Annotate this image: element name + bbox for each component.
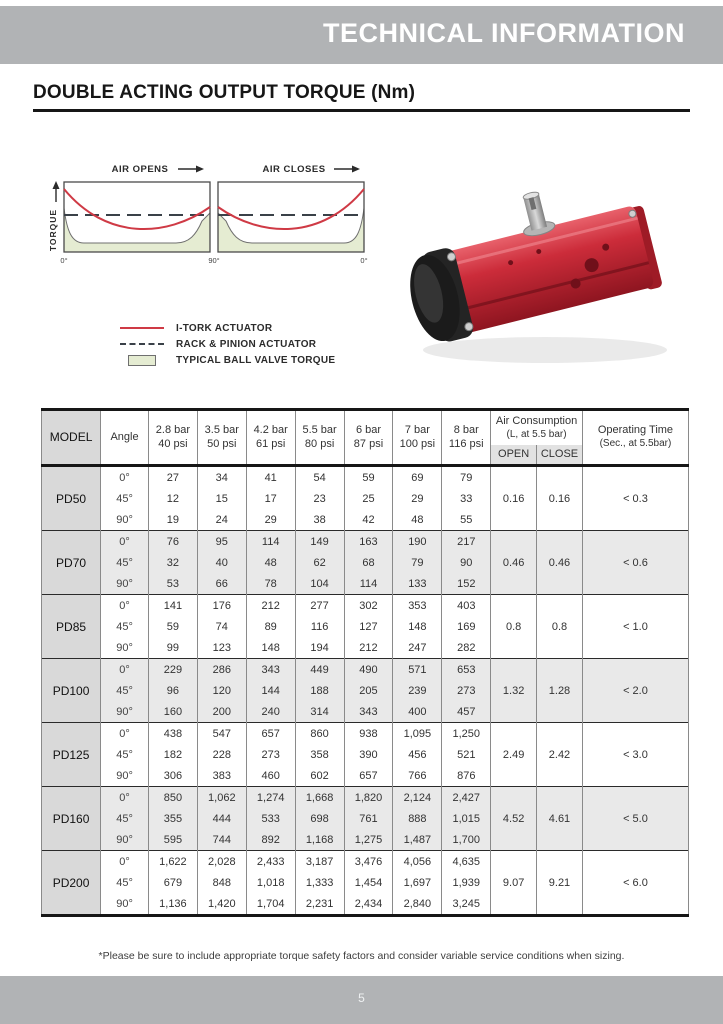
torque-value-cell: 355 <box>148 808 197 829</box>
torque-value-cell: 2,433 <box>246 851 295 873</box>
col-header-pressure-3: 5.5 bar 80 psi <box>295 410 344 466</box>
torque-value-cell: 148 <box>393 616 442 637</box>
torque-value-cell: 1,018 <box>246 872 295 893</box>
col-header-pressure-5: 7 bar 100 psi <box>393 410 442 466</box>
torque-value-cell: 1,668 <box>295 787 344 809</box>
torque-value-cell: 860 <box>295 723 344 745</box>
table-row-pd200-0 <box>42 851 689 873</box>
panel-title-air-opens: AIR OPENS <box>111 164 169 175</box>
x-tick-0: 0° <box>60 256 68 265</box>
angle-cell: 90° <box>101 509 149 531</box>
angle-cell: 45° <box>101 680 149 701</box>
angle-cell: 90° <box>101 573 149 595</box>
torque-value-cell: 888 <box>393 808 442 829</box>
torque-value-cell: 850 <box>148 787 197 809</box>
page-title: TECHNICAL INFORMATION <box>323 18 685 48</box>
rack-pinion-dash-swatch-icon <box>120 343 164 345</box>
angle-cell: 0° <box>101 723 149 745</box>
angle-cell: 45° <box>101 872 149 893</box>
torque-value-cell: 273 <box>442 680 491 701</box>
air-open-cell: 2.49 <box>491 723 537 787</box>
torque-value-cell: 1,697 <box>393 872 442 893</box>
torque-value-cell: 876 <box>442 765 491 787</box>
torque-value-cell: 74 <box>197 616 246 637</box>
torque-value-cell: 188 <box>295 680 344 701</box>
panel-air-closes <box>218 182 364 252</box>
torque-value-cell: 182 <box>148 744 197 765</box>
table-row-pd160-0 <box>42 787 689 809</box>
col-header-pressure-4: 6 bar 87 psi <box>344 410 393 466</box>
torque-value-cell: 205 <box>344 680 393 701</box>
torque-value-cell: 282 <box>442 637 491 659</box>
torque-value-cell: 2,124 <box>393 787 442 809</box>
col-header-pressure-6: 8 bar 116 psi <box>442 410 491 466</box>
angle-cell: 90° <box>101 765 149 787</box>
model-cell-pd50: PD50 <box>42 466 101 531</box>
legend-item: TYPICAL BALL VALVE TORQUE <box>120 354 335 366</box>
torque-value-cell: 1,333 <box>295 872 344 893</box>
col-header-angle: Angle <box>101 410 149 466</box>
table-row-pd100-0 <box>42 659 689 681</box>
torque-value-cell: 1,820 <box>344 787 393 809</box>
arrow-icon <box>178 166 204 173</box>
torque-value-cell: 744 <box>197 829 246 851</box>
torque-value-cell: 29 <box>393 488 442 509</box>
torque-value-cell: 1,168 <box>295 829 344 851</box>
footer-band <box>0 976 723 1024</box>
col-header-close: CLOSE <box>537 445 583 466</box>
torque-value-cell: 247 <box>393 637 442 659</box>
torque-value-cell: 78 <box>246 573 295 595</box>
torque-value-cell: 59 <box>344 466 393 489</box>
torque-value-cell: 456 <box>393 744 442 765</box>
torque-value-cell: 123 <box>197 637 246 659</box>
torque-value-cell: 163 <box>344 531 393 553</box>
torque-value-cell: 314 <box>295 701 344 723</box>
angle-cell: 0° <box>101 787 149 809</box>
torque-value-cell: 2,231 <box>295 893 344 916</box>
angle-cell: 0° <box>101 851 149 873</box>
torque-value-cell: 54 <box>295 466 344 489</box>
torque-value-cell: 4,635 <box>442 851 491 873</box>
operating-time-cell: < 3.0 <box>582 723 688 787</box>
torque-value-cell: 25 <box>344 488 393 509</box>
torque-value-cell: 4,056 <box>393 851 442 873</box>
torque-value-cell: 3,187 <box>295 851 344 873</box>
page-number: 5 <box>358 991 365 1005</box>
col-header-open: OPEN <box>491 445 537 466</box>
torque-value-cell: 1,487 <box>393 829 442 851</box>
torque-table <box>41 408 689 917</box>
angle-cell: 0° <box>101 659 149 681</box>
air-close-cell: 9.21 <box>537 851 583 916</box>
torque-value-cell: 127 <box>344 616 393 637</box>
table-row-pd125-0 <box>42 723 689 745</box>
legend-item: RACK & PINION ACTUATOR <box>120 338 335 350</box>
torque-value-cell: 194 <box>295 637 344 659</box>
air-close-cell: 0.8 <box>537 595 583 659</box>
torque-value-cell: 190 <box>393 531 442 553</box>
torque-value-cell: 2,028 <box>197 851 246 873</box>
torque-value-cell: 148 <box>246 637 295 659</box>
torque-value-cell: 302 <box>344 595 393 617</box>
angle-cell: 45° <box>101 552 149 573</box>
torque-value-cell: 79 <box>442 466 491 489</box>
torque-value-cell: 55 <box>442 509 491 531</box>
air-open-cell: 0.16 <box>491 466 537 531</box>
table-row-pd85-0 <box>42 595 689 617</box>
torque-value-cell: 1,454 <box>344 872 393 893</box>
torque-value-cell: 403 <box>442 595 491 617</box>
torque-value-cell: 176 <box>197 595 246 617</box>
torque-value-cell: 133 <box>393 573 442 595</box>
torque-value-cell: 40 <box>197 552 246 573</box>
torque-value-cell: 3,476 <box>344 851 393 873</box>
torque-value-cell: 144 <box>246 680 295 701</box>
torque-value-cell: 23 <box>295 488 344 509</box>
torque-value-cell: 66 <box>197 573 246 595</box>
y-axis-label <box>48 181 60 251</box>
col-header-pressure-2: 4.2 bar 61 psi <box>246 410 295 466</box>
torque-value-cell: 160 <box>148 701 197 723</box>
header-band <box>0 6 723 64</box>
torque-value-cell: 33 <box>442 488 491 509</box>
torque-value-cell: 62 <box>295 552 344 573</box>
torque-value-cell: 27 <box>148 466 197 489</box>
section-title: DOUBLE ACTING OUTPUT TORQUE (Nm) <box>33 82 416 103</box>
arrow-icon <box>334 166 360 173</box>
torque-value-cell: 1,274 <box>246 787 295 809</box>
torque-value-cell: 212 <box>246 595 295 617</box>
torque-value-cell: 547 <box>197 723 246 745</box>
footnote: *Please be sure to include appropriate torque safety factors and consider variable service conditions when sizing. <box>98 950 625 962</box>
torque-value-cell: 653 <box>442 659 491 681</box>
torque-curve-svg <box>48 158 396 318</box>
torque-value-cell: 95 <box>197 531 246 553</box>
operating-time-cell: < 5.0 <box>582 787 688 851</box>
torque-value-cell: 240 <box>246 701 295 723</box>
torque-value-cell: 114 <box>344 573 393 595</box>
torque-value-cell: 3,245 <box>442 893 491 916</box>
torque-value-cell: 657 <box>344 765 393 787</box>
torque-value-cell: 1,015 <box>442 808 491 829</box>
model-cell-pd125: PD125 <box>42 723 101 787</box>
angle-cell: 45° <box>101 488 149 509</box>
model-cell-pd85: PD85 <box>42 595 101 659</box>
torque-value-cell: 343 <box>344 701 393 723</box>
operating-time-cell: < 0.3 <box>582 466 688 531</box>
torque-value-cell: 29 <box>246 509 295 531</box>
torque-value-cell: 1,062 <box>197 787 246 809</box>
torque-value-cell: 1,250 <box>442 723 491 745</box>
torque-value-cell: 12 <box>148 488 197 509</box>
torque-value-cell: 48 <box>393 509 442 531</box>
air-close-cell: 0.16 <box>537 466 583 531</box>
operating-time-cell: < 1.0 <box>582 595 688 659</box>
torque-value-cell: 200 <box>197 701 246 723</box>
torque-value-cell: 141 <box>148 595 197 617</box>
torque-value-cell: 2,427 <box>442 787 491 809</box>
angle-cell: 0° <box>101 595 149 617</box>
torque-value-cell: 32 <box>148 552 197 573</box>
col-header-operating-time: Operating Time (Sec., at 5.5bar) <box>582 410 688 466</box>
model-cell-pd70: PD70 <box>42 531 101 595</box>
torque-value-cell: 1,275 <box>344 829 393 851</box>
torque-value-cell: 1,420 <box>197 893 246 916</box>
torque-value-cell: 698 <box>295 808 344 829</box>
torque-value-cell: 438 <box>148 723 197 745</box>
torque-value-cell: 217 <box>442 531 491 553</box>
angle-cell: 45° <box>101 808 149 829</box>
torque-value-cell: 228 <box>197 744 246 765</box>
torque-value-cell: 99 <box>148 637 197 659</box>
torque-value-cell: 79 <box>393 552 442 573</box>
air-open-cell: 4.52 <box>491 787 537 851</box>
torque-value-cell: 848 <box>197 872 246 893</box>
torque-value-cell: 444 <box>197 808 246 829</box>
air-open-cell: 0.46 <box>491 531 537 595</box>
torque-value-cell: 521 <box>442 744 491 765</box>
angle-cell: 0° <box>101 466 149 489</box>
angle-cell: 90° <box>101 637 149 659</box>
col-header-pressure-1: 3.5 bar 50 psi <box>197 410 246 466</box>
torque-value-cell: 239 <box>393 680 442 701</box>
angle-cell: 90° <box>101 701 149 723</box>
torque-value-cell: 120 <box>197 680 246 701</box>
torque-value-cell: 152 <box>442 573 491 595</box>
torque-value-cell: 571 <box>393 659 442 681</box>
torque-value-cell: 286 <box>197 659 246 681</box>
torque-value-cell: 938 <box>344 723 393 745</box>
torque-value-cell: 104 <box>295 573 344 595</box>
model-cell-pd100: PD100 <box>42 659 101 723</box>
torque-value-cell: 2,434 <box>344 893 393 916</box>
table-row-pd70-0 <box>42 531 689 553</box>
itork-line-swatch-icon <box>120 327 164 329</box>
torque-value-cell: 59 <box>148 616 197 637</box>
torque-value-cell: 34 <box>197 466 246 489</box>
torque-value-cell: 657 <box>246 723 295 745</box>
svg-text:TORQUE: TORQUE <box>48 208 58 252</box>
panel-air-opens <box>64 182 210 252</box>
torque-value-cell: 383 <box>197 765 246 787</box>
operating-time-cell: < 6.0 <box>582 851 688 916</box>
torque-value-cell: 533 <box>246 808 295 829</box>
torque-value-cell: 761 <box>344 808 393 829</box>
torque-value-cell: 2,840 <box>393 893 442 916</box>
torque-value-cell: 90 <box>442 552 491 573</box>
torque-value-cell: 449 <box>295 659 344 681</box>
torque-value-cell: 892 <box>246 829 295 851</box>
torque-value-cell: 96 <box>148 680 197 701</box>
torque-value-cell: 358 <box>295 744 344 765</box>
torque-value-cell: 169 <box>442 616 491 637</box>
air-open-cell: 9.07 <box>491 851 537 916</box>
torque-value-cell: 1,095 <box>393 723 442 745</box>
angle-cell: 90° <box>101 893 149 916</box>
section-title-rule <box>33 109 690 112</box>
torque-value-cell: 353 <box>393 595 442 617</box>
torque-value-cell: 595 <box>148 829 197 851</box>
x-tick-90: 90° <box>208 256 220 265</box>
torque-value-cell: 1,939 <box>442 872 491 893</box>
torque-value-cell: 41 <box>246 466 295 489</box>
torque-value-cell: 1,704 <box>246 893 295 916</box>
angle-cell: 45° <box>101 744 149 765</box>
torque-curve-chart <box>48 158 396 318</box>
torque-value-cell: 15 <box>197 488 246 509</box>
air-close-cell: 1.28 <box>537 659 583 723</box>
operating-time-cell: < 2.0 <box>582 659 688 723</box>
itork-curve <box>218 189 364 229</box>
angle-cell: 90° <box>101 829 149 851</box>
ball-valve-area-swatch-icon <box>120 355 164 366</box>
torque-value-cell: 24 <box>197 509 246 531</box>
torque-value-cell: 277 <box>295 595 344 617</box>
torque-value-cell: 116 <box>295 616 344 637</box>
angle-cell: 45° <box>101 616 149 637</box>
panel-title-air-closes: AIR CLOSES <box>262 164 326 175</box>
air-close-cell: 0.46 <box>537 531 583 595</box>
torque-value-cell: 38 <box>295 509 344 531</box>
chart-legend <box>120 322 335 366</box>
air-open-cell: 0.8 <box>491 595 537 659</box>
torque-value-cell: 602 <box>295 765 344 787</box>
torque-value-cell: 76 <box>148 531 197 553</box>
torque-value-cell: 1,622 <box>148 851 197 873</box>
torque-value-cell: 1,136 <box>148 893 197 916</box>
torque-value-cell: 48 <box>246 552 295 573</box>
torque-value-cell: 19 <box>148 509 197 531</box>
torque-value-cell: 42 <box>344 509 393 531</box>
model-cell-pd200: PD200 <box>42 851 101 916</box>
col-header-model: MODEL <box>42 410 101 466</box>
torque-value-cell: 766 <box>393 765 442 787</box>
torque-value-cell: 1,700 <box>442 829 491 851</box>
torque-value-cell: 273 <box>246 744 295 765</box>
x-tick-0-right: 0° <box>360 256 368 265</box>
torque-value-cell: 460 <box>246 765 295 787</box>
angle-cell: 0° <box>101 531 149 553</box>
torque-value-cell: 17 <box>246 488 295 509</box>
operating-time-cell: < 0.6 <box>582 531 688 595</box>
torque-value-cell: 490 <box>344 659 393 681</box>
torque-value-cell: 114 <box>246 531 295 553</box>
col-header-air-consumption: Air Consumption (L, at 5.5 bar) <box>491 410 583 446</box>
torque-table-wrap <box>41 408 689 917</box>
torque-value-cell: 390 <box>344 744 393 765</box>
model-cell-pd160: PD160 <box>42 787 101 851</box>
torque-value-cell: 229 <box>148 659 197 681</box>
torque-value-cell: 68 <box>344 552 393 573</box>
torque-value-cell: 343 <box>246 659 295 681</box>
torque-value-cell: 149 <box>295 531 344 553</box>
torque-value-cell: 69 <box>393 466 442 489</box>
torque-value-cell: 400 <box>393 701 442 723</box>
torque-value-cell: 457 <box>442 701 491 723</box>
air-close-cell: 2.42 <box>537 723 583 787</box>
table-row-pd50-0 <box>42 466 689 489</box>
product-image-actuator <box>393 158 701 376</box>
itork-curve <box>64 189 210 229</box>
torque-value-cell: 306 <box>148 765 197 787</box>
torque-value-cell: 53 <box>148 573 197 595</box>
torque-value-cell: 89 <box>246 616 295 637</box>
torque-value-cell: 679 <box>148 872 197 893</box>
air-open-cell: 1.32 <box>491 659 537 723</box>
col-header-pressure-0: 2.8 bar 40 psi <box>148 410 197 466</box>
legend-item: I-TORK ACTUATOR <box>120 322 335 334</box>
torque-value-cell: 212 <box>344 637 393 659</box>
air-close-cell: 4.61 <box>537 787 583 851</box>
